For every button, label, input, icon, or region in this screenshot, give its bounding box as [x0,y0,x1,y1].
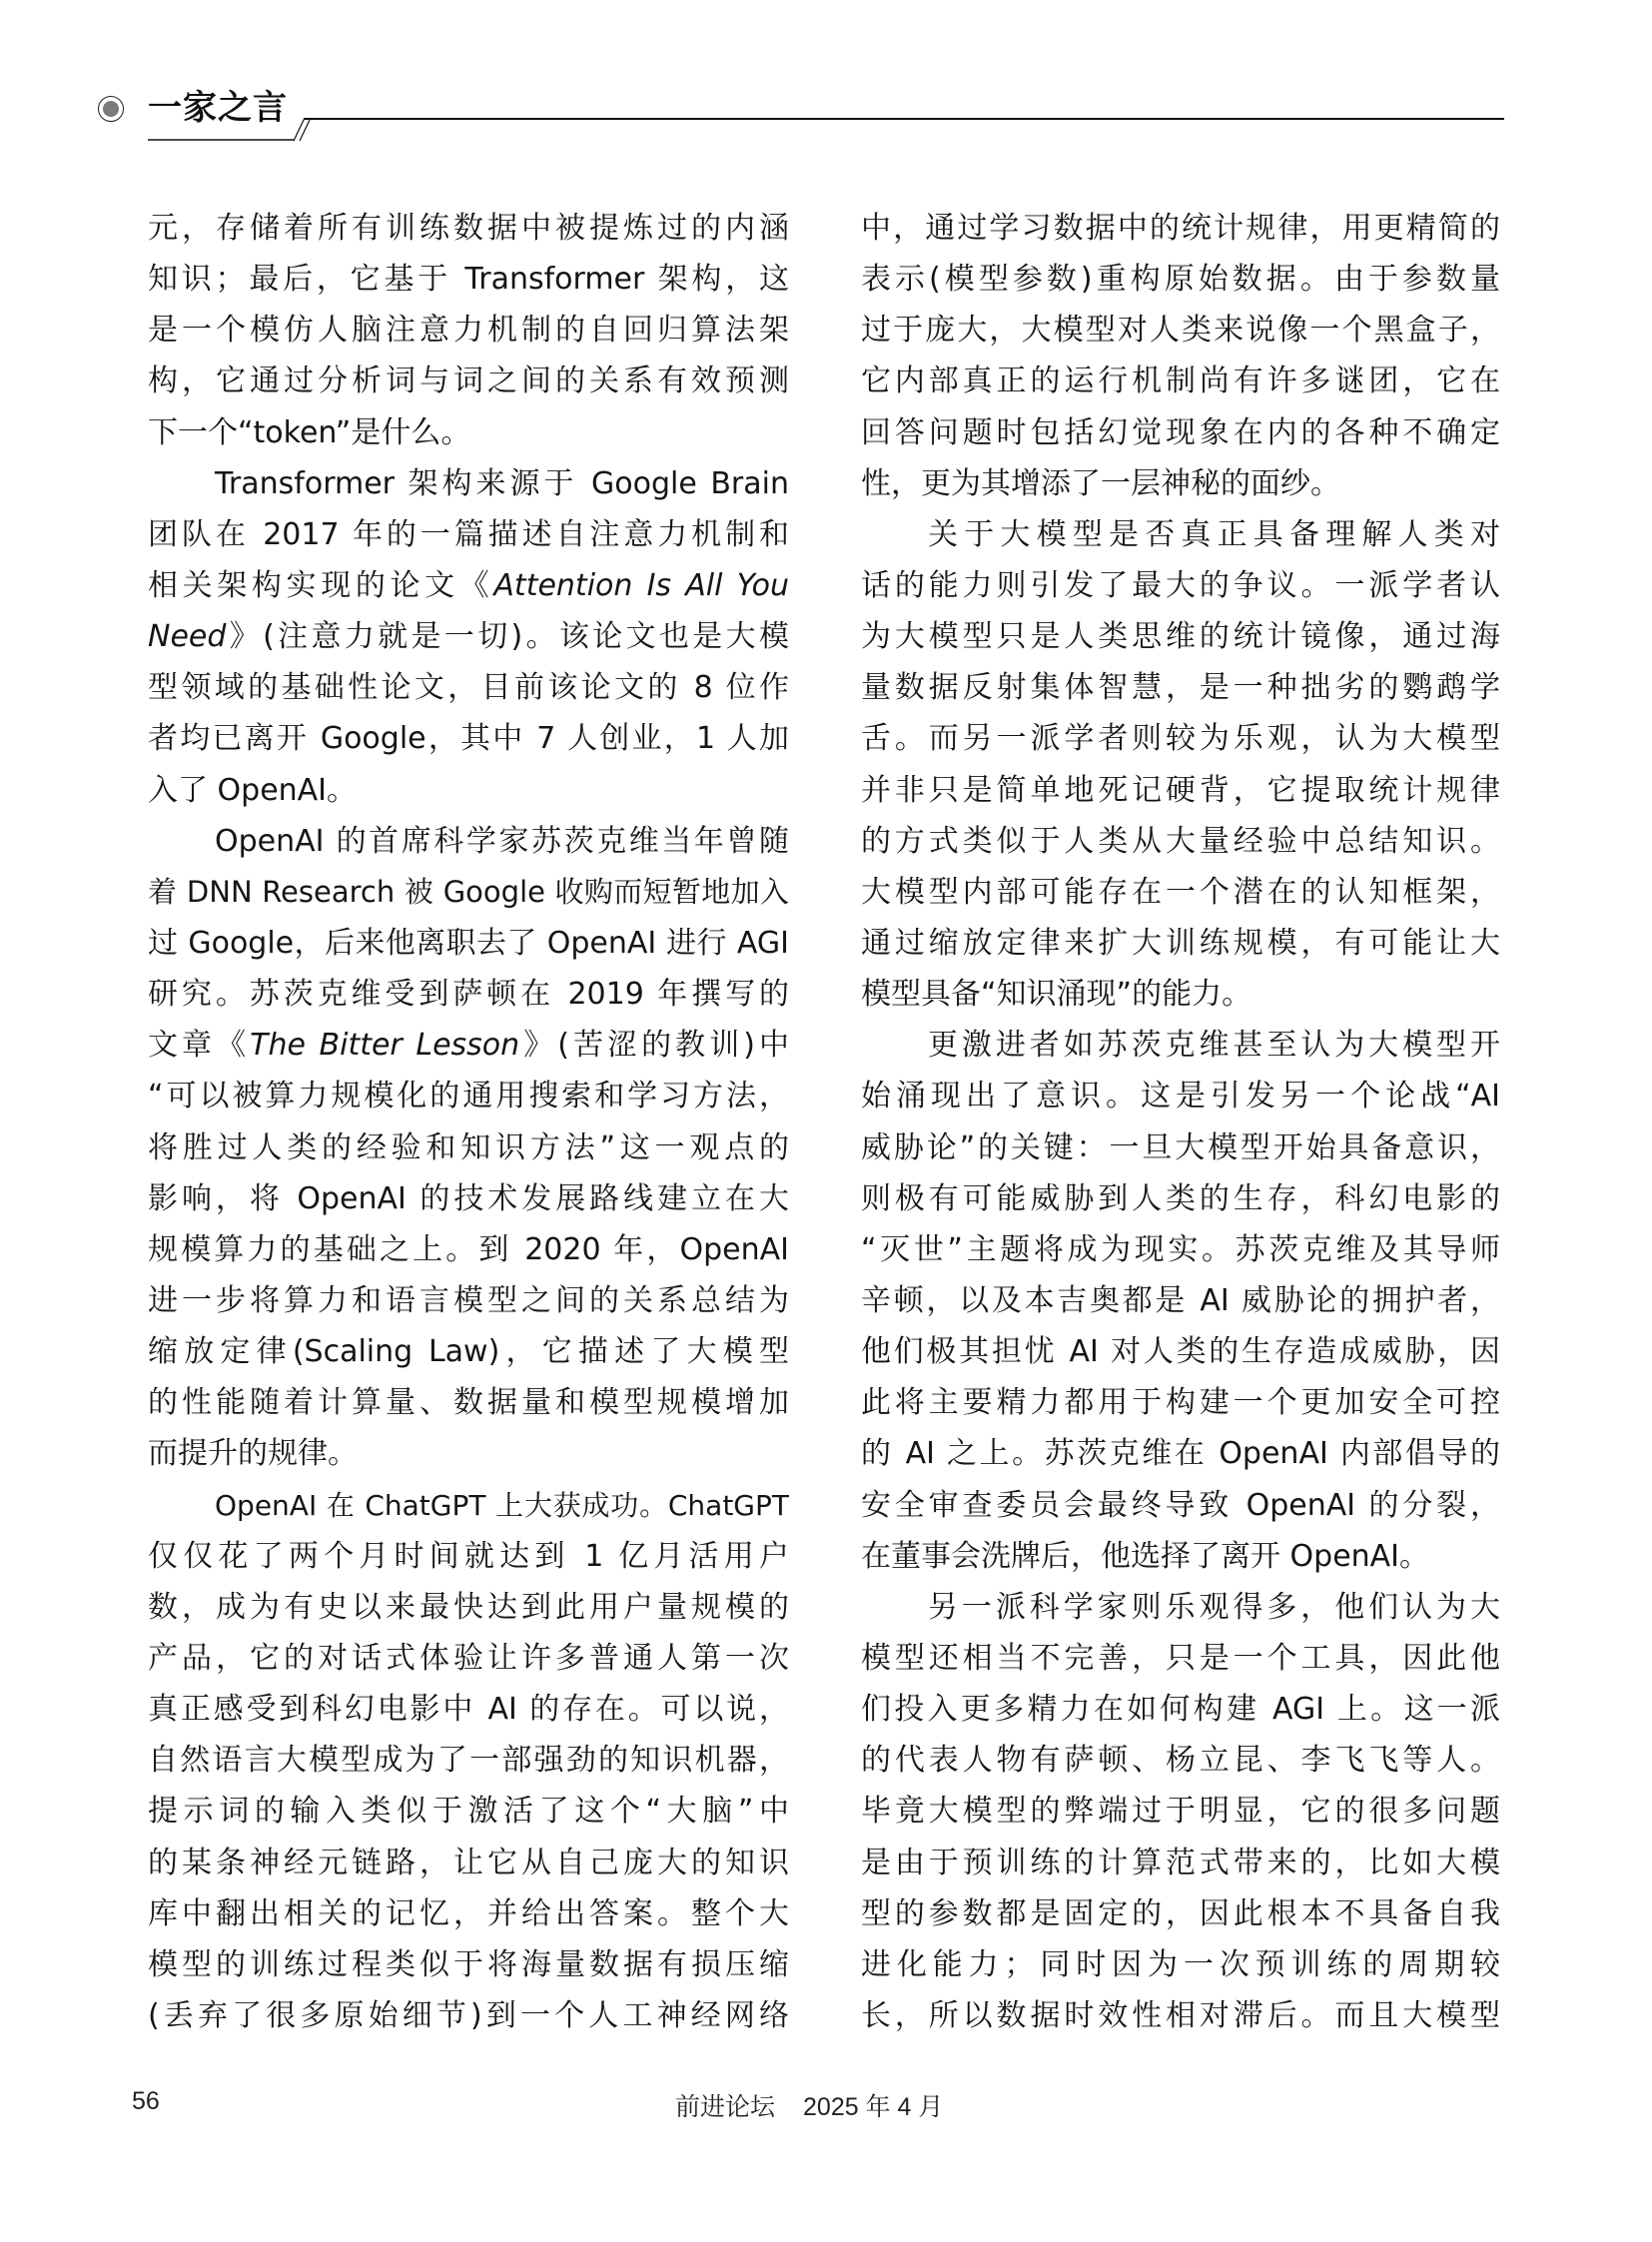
text-line: 进化能力；同时因为一次预训练的周期较 [861,1946,1500,1982]
text-line: 团队在 2017 年的一篇描述自注意力机制和 [148,516,789,552]
circle-bullet-dot [103,101,119,117]
text-line: 着 DNN Research 被 Google 收购而短暂地加入 [148,874,789,909]
text-segment: 相关架构实现的论文《 [148,567,494,603]
text-line: 辛顿，以及本吉奥都是 AI 威胁论的拥护者， [861,1282,1500,1318]
text-line: 影响，将 OpenAI 的技术发展路线建立在大 [148,1180,789,1216]
text-line: 模型还相当不完善，只是一个工具，因此他 [861,1640,1500,1676]
text-line: 型的参数都是固定的，因此根本不具备自我 [861,1895,1500,1931]
text-line [148,611,789,662]
text-line: (丢弃了很多原始细节)到一个人工神经网络 [148,1997,789,2033]
left-text-column [148,203,789,2041]
text-segment: 》(苦涩的教训)中 [519,1028,789,1064]
text-line: 仅仅花了两个月时间就达到 1 亿月活用户 [148,1538,789,1574]
text-line: 的方式类似于人类从大量经验中总结知识。 [861,823,1500,859]
text-line: 缩放定律(Scaling Law)，它描述了大模型 [148,1334,789,1370]
text-line: Transformer 架构来源于 Google Brain [215,465,789,501]
text-line: 型领域的基础性论文，目前该论文的 8 位作 [148,670,789,706]
text-line: 规模算力的基础之上。到 2020 年，OpenAI [148,1231,789,1267]
text-line: 研究。苏茨克维受到萨顿在 2019 年撰写的 [148,977,789,1013]
text-line: 入了 OpenAI。 [148,772,358,808]
text-line: 是由于预训练的计算范式带来的，比如大模 [861,1845,1500,1880]
text-line: 的某条神经元链路，让它从自己庞大的知识 [148,1845,789,1880]
text-line: 自然语言大模型成为了一部强劲的知识机器， [148,1743,789,1779]
italic-title: Attention Is All You [493,567,789,603]
page-number: 56 [132,2087,160,2115]
text-line: 的代表人物有萨顿、杨立昆、李飞飞等人。 [861,1743,1500,1779]
text-line: 此将主要精力都用于构建一个更加安全可控 [861,1385,1500,1421]
text-line: 库中翻出相关的记忆，并给出答案。整个大 [148,1895,789,1931]
text-line: 则极有可能威胁到人类的生存，科幻电影的 [861,1180,1500,1216]
text-segment: 文章《 [148,1028,251,1064]
publication-footer [675,2087,943,2123]
text-line: 将胜过人类的经验和知识方法”这一观点的 [148,1129,789,1165]
text-line: 模型的训练过程类似于将海量数据有损压缩 [148,1946,789,1982]
text-line [148,1020,789,1071]
text-line: 为大模型只是人类思维的统计镜像，通过海 [861,619,1500,655]
text-line: OpenAI 在 ChatGPT 上大获成功。ChatGPT [215,1488,789,1522]
publication-name: 前进论坛 [675,2093,776,2121]
italic-title: The Bitter Lesson [250,1028,520,1064]
text-line: 并非只是简单地死记硬背，它提取统计规律 [861,772,1500,808]
right-text-column [861,203,1500,2041]
text-segment: 》(注意力就是一切)。该论文也是大模 [226,619,789,655]
text-line: 下一个“token”是什么。 [148,414,471,450]
text-line: 回答问题时包括幻觉现象在内的各种不确定 [861,414,1500,450]
text-line: 产品，它的对话式体验让许多普通人第一次 [148,1640,789,1676]
text-line: 者均已离开 Google，其中 7 人创业，1 人加 [148,721,789,757]
page-header [0,0,1652,160]
text-line: 更激进者如苏茨克维甚至认为大模型开 [928,1028,1500,1064]
text-line: 是一个模仿人脑注意力机制的自回归算法架 [148,313,789,349]
header-slash-1 [294,118,305,141]
text-line: 构，它通过分析词与词之间的关系有效预测 [148,364,789,399]
section-title: 一家之言 [148,88,288,128]
text-line: 威胁论”的关键：一旦大模型开始具备意识， [861,1129,1500,1165]
text-line: 真正感受到科幻电影中 AI 的存在。可以说， [148,1692,789,1728]
text-line: 而提升的规律。 [148,1436,358,1472]
text-line: 毕竟大模型的弊端过于明显，它的很多问题 [861,1794,1500,1830]
text-line: 们投入更多精力在如何构建 AGI 上。这一派 [861,1692,1500,1728]
text-line: “灭世”主题将成为现实。苏茨克维及其导师 [861,1231,1500,1267]
text-line: 过 Google，后来他离职去了 OpenAI 进行 AGI [148,925,789,961]
text-line: 提示词的输入类似于激活了这个“大脑”中 [148,1794,789,1830]
text-line: 大模型内部可能存在一个潜在的认知框架， [861,874,1500,910]
text-line: OpenAI 的首席科学家苏茨克维当年曾随 [215,823,789,859]
text-line: 安全审查委员会最终导致 OpenAI 的分裂， [861,1487,1500,1523]
text-line: 表示(模型参数)重构原始数据。由于参数量 [861,262,1500,298]
text-line: “可以被算力规模化的通用搜索和学习方法， [148,1079,789,1115]
text-line: 他们极其担忧 AI 对人类的生存造成威胁，因 [861,1334,1500,1370]
text-line: 进一步将算力和语言模型之间的关系总结为 [148,1282,789,1318]
text-line: 过于庞大，大模型对人类来说像一个黑盒子， [861,313,1500,349]
issue-date: 2025 年 4 月 [803,2093,944,2121]
circle-bullet-icon [98,96,124,122]
text-line: 始涌现出了意识。这是引发另一个论战“AI [861,1079,1500,1115]
text-line: 话的能力则引发了最大的争议。一派学者认 [861,567,1500,603]
text-line: 量数据反射集体智慧，是一种拙劣的鹦鹉学 [861,670,1500,706]
text-line: 在董事会洗牌后，他选择了离开 OpenAI。 [861,1538,1430,1574]
text-line: 元，存储着所有训练数据中被提炼过的内涵 [148,211,789,246]
text-line: 中，通过学习数据中的统计规律，用更精简的 [861,211,1500,246]
text-line: 它内部真正的运行机制尚有许多谜团，它在 [861,364,1500,399]
header-rule-lines [0,0,1652,160]
text-line: 关于大模型是否真正具备理解人类对 [928,516,1500,552]
text-line: 另一派科学家则乐观得多，他们认为大 [928,1589,1500,1625]
text-line: 舌。而另一派学者则较为乐观，认为大模型 [861,721,1500,757]
text-line: 知识；最后，它基于 Transformer 架构，这 [148,262,789,298]
text-line: 的 AI 之上。苏茨克维在 OpenAI 内部倡导的 [861,1436,1500,1472]
text-line: 模型具备“知识涌现”的能力。 [861,977,1252,1013]
text-line: 通过缩放定律来扩大训练规模，有可能让大 [861,925,1500,961]
text-line: 性，更为其增添了一层神秘的面纱。 [861,465,1340,501]
text-line [148,560,789,611]
text-line: 长，所以数据时效性相对滞后。而且大模型 [861,1997,1500,2033]
italic-title: Need [148,619,227,655]
text-line: 数，成为有史以来最快达到此用户量规模的 [148,1589,789,1625]
header-slash-2 [300,118,311,141]
text-line: 的性能随着计算量、数据量和模型规模增加 [148,1385,789,1421]
